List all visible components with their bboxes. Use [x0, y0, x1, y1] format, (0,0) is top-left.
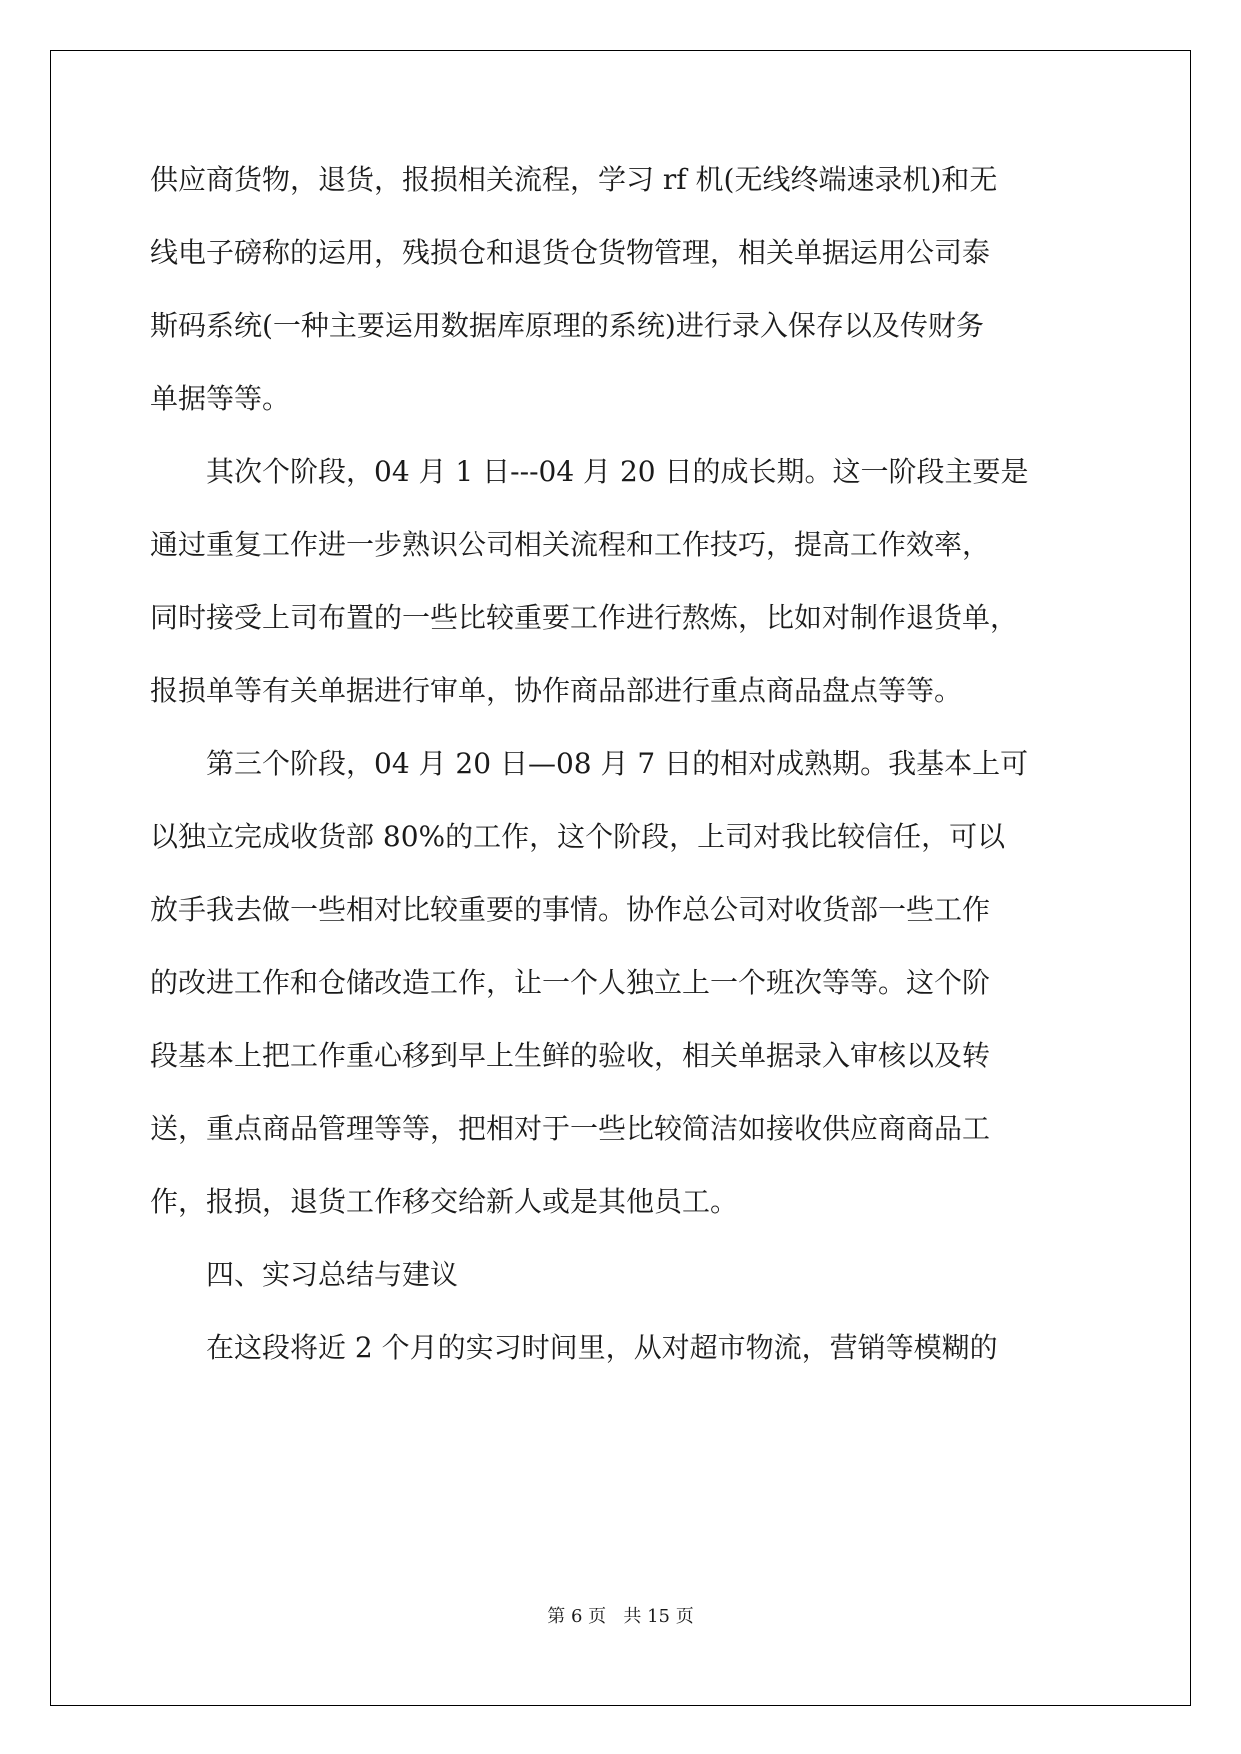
- text-line: 段基本上把工作重心移到早上生鲜的验收，相关单据录入审核以及转: [150, 1039, 991, 1072]
- text-line: 通过重复工作进一步熟识公司相关流程和工作技巧，提高工作效率，: [150, 528, 991, 561]
- text-line: 同时接受上司布置的一些比较重要工作进行熬炼，比如对制作退货单，: [150, 601, 1019, 634]
- section-heading: 四、实习总结与建议: [206, 1258, 459, 1291]
- text-line: 以独立完成收货部 80%的工作，这个阶段，上司对我比较信任，可以: [150, 820, 1006, 853]
- page-number: 第 6 页: [547, 1606, 607, 1627]
- text-line: 供应商货物，退货，报损相关流程，学习 rf 机(无线终端速录机)和无: [150, 163, 998, 196]
- page-border: [50, 50, 1191, 1706]
- text-line: 线电子磅称的运用，残损仓和退货仓货物管理，相关单据运用公司泰: [150, 236, 991, 269]
- text-line: 的改进工作和仓储改造工作，让一个人独立上一个班次等等。这个阶: [150, 966, 991, 999]
- text-line: 送，重点商品管理等等，把相对于一些比较简洁如接收供应商商品工: [150, 1112, 991, 1145]
- text-line: 斯码系统(一种主要运用数据库原理的系统)进行录入保存以及传财务: [150, 309, 984, 342]
- page-total: 共 15 页: [623, 1606, 694, 1627]
- paragraph-start-line: 在这段将近 2 个月的实习时间里，从对超市物流，营销等模糊的: [206, 1331, 998, 1364]
- text-line: 作，报损，退货工作移交给新人或是其他员工。: [150, 1185, 739, 1218]
- text-line: 单据等等。: [150, 382, 291, 415]
- paragraph-start-line: 其次个阶段，04 月 1 日---04 月 20 日的成长期。这一阶段主要是: [206, 455, 1029, 488]
- page-footer: [0, 1602, 1241, 1628]
- text-line: 放手我去做一些相对比较重要的事情。协作总公司对收货部一些工作: [150, 893, 991, 926]
- paragraph-start-line: 第三个阶段，04 月 20 日—08 月 7 日的相对成熟期。我基本上可: [206, 747, 1029, 780]
- text-line: 报损单等有关单据进行审单，协作商品部进行重点商品盘点等等。: [150, 674, 963, 707]
- footer-spacer: [606, 1606, 623, 1627]
